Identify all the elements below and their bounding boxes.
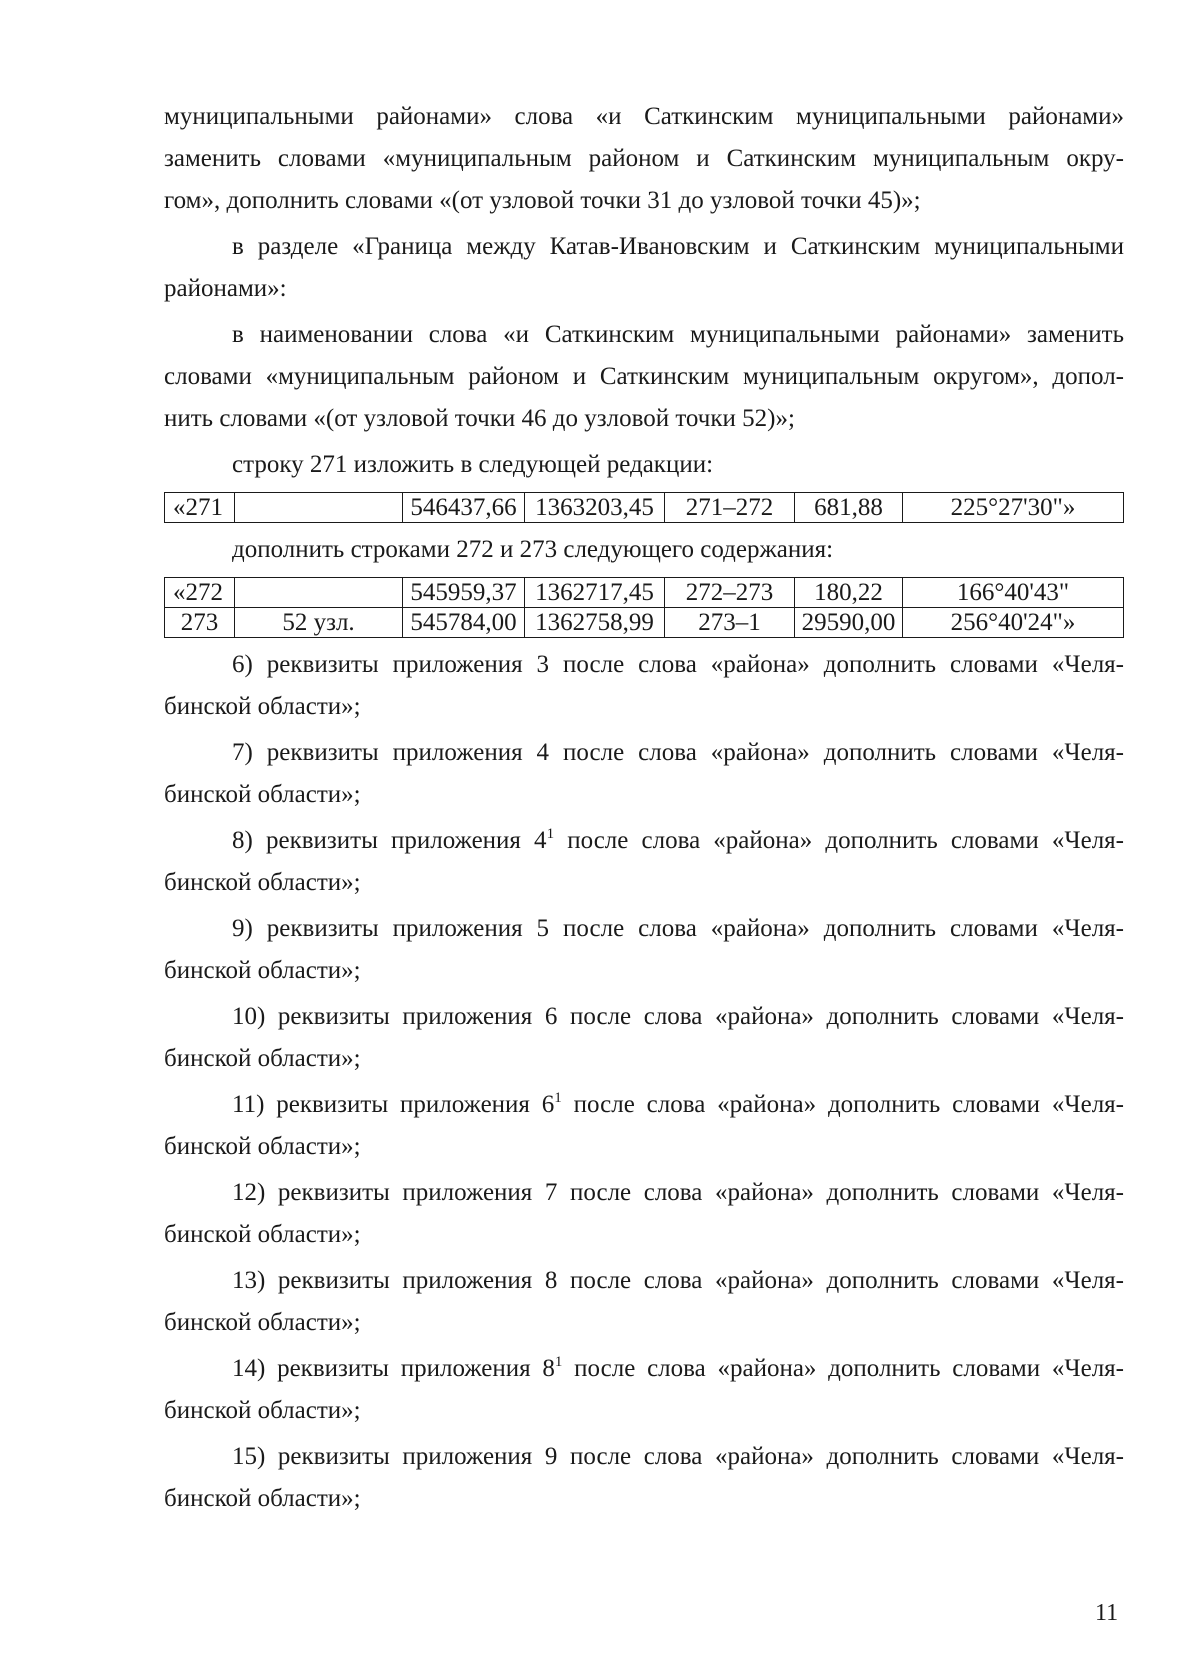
list-item — [164, 732, 1124, 816]
item-text: после слова «района» дополнить словами «Челя- — [561, 1091, 1124, 1118]
list-item — [164, 1260, 1124, 1344]
text-line — [164, 1172, 1124, 1214]
table-cell: 1363203,45 — [525, 493, 665, 523]
text-line — [164, 1348, 1124, 1390]
text-line: бинской области»; — [164, 1397, 361, 1424]
text-line — [164, 644, 1124, 686]
paragraph — [164, 96, 1124, 222]
text-line — [164, 1436, 1124, 1478]
item-text: 13) реквизиты приложения 8 после слова «района» дополнить словами «Челя- — [232, 1267, 1124, 1294]
table-cell: «272 — [165, 578, 235, 608]
table-cell: 29590,00 — [795, 608, 903, 638]
table-cell: 681,88 — [795, 493, 903, 523]
text-line: дополнить строками 272 и 273 следующего содержания: — [232, 536, 834, 563]
text-line: бинской области»; — [164, 1045, 361, 1072]
text-line: бинской области»; — [164, 693, 361, 720]
item-text: 15) реквизиты приложения 9 после слова «района» дополнить словами «Челя- — [232, 1443, 1124, 1470]
list-item — [164, 820, 1124, 904]
text-line: бинской области»; — [164, 957, 361, 984]
list-item — [164, 644, 1124, 728]
table-272-273 — [164, 577, 1124, 638]
list-item — [164, 1348, 1124, 1432]
table-cell: 545959,37 — [403, 578, 525, 608]
text-line — [164, 996, 1124, 1038]
item-text: после слова «района» дополнить словами «Челя- — [554, 827, 1124, 854]
item-text: 8) реквизиты приложения 4 — [232, 827, 547, 854]
item-text: 7) реквизиты приложения 4 после слова «района» дополнить словами «Челя- — [232, 739, 1124, 766]
list-item — [164, 908, 1124, 992]
table-cell: 271–272 — [665, 493, 795, 523]
text-line — [164, 732, 1124, 774]
table-cell: 225°27'30"» — [903, 493, 1124, 523]
table-cell: 273 — [165, 608, 235, 638]
table-cell: 1362717,45 — [525, 578, 665, 608]
table-row — [165, 608, 1124, 638]
table-row — [165, 578, 1124, 608]
table-cell: 545784,00 — [403, 608, 525, 638]
item-text: 9) реквизиты приложения 5 после слова «района» дополнить словами «Челя- — [232, 915, 1124, 942]
text-line — [164, 1260, 1124, 1302]
page-number: 11 — [1095, 1600, 1119, 1626]
text-line: бинской области»; — [164, 1485, 361, 1512]
text-line: словами «муниципальным районом и Саткинским муниципальным округом», допол- — [164, 363, 1124, 390]
text-line — [164, 820, 1124, 862]
table-row — [165, 493, 1124, 523]
list-item — [164, 1436, 1124, 1520]
text-line: нить словами «(от узловой точки 46 до узловой точки 52)»; — [164, 405, 795, 432]
superscript: 1 — [554, 1090, 562, 1106]
table-cell — [235, 578, 403, 608]
text-line: бинской области»; — [164, 1133, 361, 1160]
table-cell: 180,22 — [795, 578, 903, 608]
superscript: 1 — [554, 1354, 563, 1370]
text-line: бинской области»; — [164, 869, 361, 896]
table-cell: 1362758,99 — [525, 608, 665, 638]
list-item — [164, 1084, 1124, 1168]
paragraph — [164, 226, 1124, 310]
text-line: районами»: — [164, 275, 287, 302]
item-text: 10) реквизиты приложения 6 после слова «района» дополнить словами «Челя- — [232, 1003, 1124, 1030]
document-body — [164, 96, 1124, 1520]
item-text: 14) реквизиты приложения 8 — [232, 1355, 555, 1382]
table-cell — [235, 493, 403, 523]
table-cell: 272–273 — [665, 578, 795, 608]
table-cell: 256°40'24"» — [903, 608, 1124, 638]
table-cell: 166°40'43" — [903, 578, 1124, 608]
table-271 — [164, 492, 1124, 523]
paragraph — [164, 314, 1124, 440]
text-line: бинской области»; — [164, 781, 361, 808]
table-cell: «271 — [165, 493, 235, 523]
item-list — [164, 644, 1124, 1520]
text-line: строку 271 изложить в следующей редакции: — [232, 451, 714, 478]
table-cell: 52 узл. — [235, 608, 403, 638]
text-line: в разделе «Граница между Катав-Ивановским и Саткинским муниципальными — [232, 233, 1124, 260]
list-item — [164, 996, 1124, 1080]
text-line: заменить словами «муниципальным районом и Саткинским муниципальным окру- — [164, 145, 1124, 172]
list-item — [164, 1172, 1124, 1256]
superscript: 1 — [546, 826, 555, 842]
text-line: в наименовании слова «и Саткинским муниципальными районами» заменить — [232, 321, 1124, 348]
text-line — [164, 908, 1124, 950]
item-text: 6) реквизиты приложения 3 после слова «района» дополнить словами «Челя- — [232, 651, 1124, 678]
item-text: после слова «района» дополнить словами «Челя- — [562, 1355, 1125, 1382]
item-text: 12) реквизиты приложения 7 после слова «района» дополнить словами «Челя- — [232, 1179, 1124, 1206]
text-line: бинской области»; — [164, 1309, 361, 1336]
table-cell: 273–1 — [665, 608, 795, 638]
text-line — [164, 1084, 1124, 1126]
text-line: бинской области»; — [164, 1221, 361, 1248]
table-cell: 546437,66 — [403, 493, 525, 523]
text-line: гом», дополнить словами «(от узловой точки 31 до узловой точки 45)»; — [164, 187, 921, 214]
item-text: 11) реквизиты приложения 6 — [232, 1091, 555, 1118]
text-line: муниципальными районами» слова «и Саткинским муниципальными районами» — [164, 103, 1124, 130]
